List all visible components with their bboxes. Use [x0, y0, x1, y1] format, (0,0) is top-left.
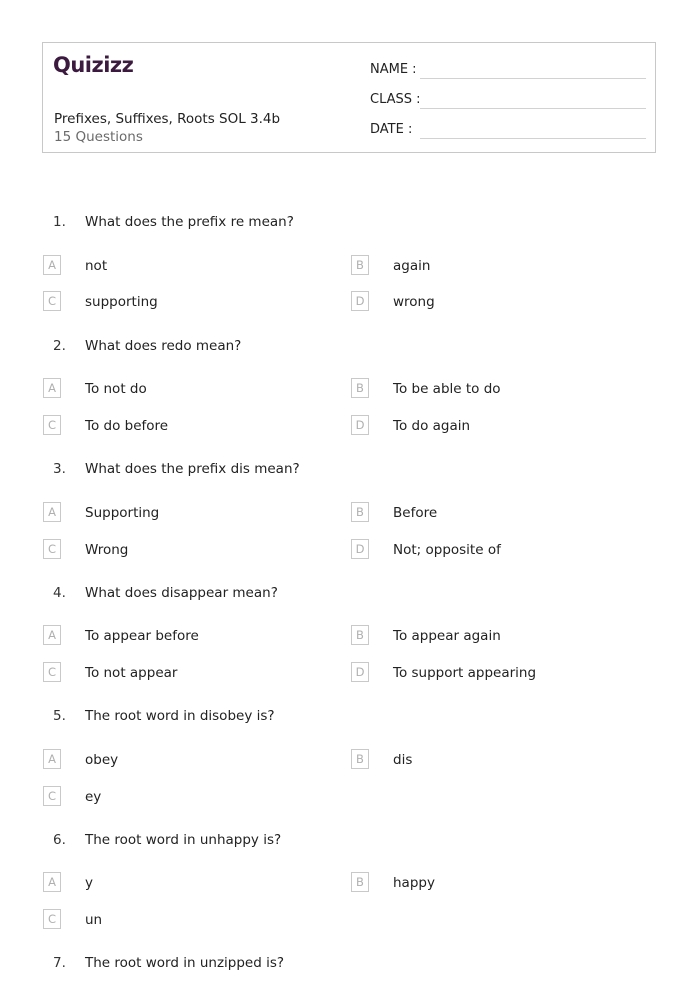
option-text: Wrong [85, 542, 129, 558]
option-text: To support appearing [393, 665, 537, 681]
q4-option-c[interactable] [43, 665, 343, 687]
class-field[interactable] [370, 89, 646, 109]
date-line[interactable] [420, 138, 646, 139]
worksheet-title: Prefixes, Suffixes, Roots SOL 3.4b [54, 111, 281, 127]
date-label: DATE : [370, 122, 413, 137]
q1-option-c[interactable] [43, 294, 343, 316]
name-field[interactable] [370, 59, 646, 79]
option-letter: C [43, 909, 61, 929]
q2-option-a[interactable] [43, 381, 343, 403]
q3-option-a[interactable] [43, 505, 343, 527]
option-text: supporting [85, 294, 158, 310]
q1-option-b[interactable] [351, 258, 651, 280]
question-6 [0, 832, 700, 854]
option-text: y [85, 875, 93, 891]
option-text: To not do [85, 381, 147, 397]
question-number: 7. [53, 955, 66, 971]
option-letter: A [43, 255, 61, 275]
q3-option-c[interactable] [43, 542, 343, 564]
q1-option-d[interactable] [351, 294, 651, 316]
option-letter: D [351, 539, 369, 559]
question-4 [0, 585, 700, 607]
option-letter: B [351, 378, 369, 398]
question-number: 4. [53, 585, 66, 601]
q4-option-a[interactable] [43, 628, 343, 650]
option-text: Before [393, 505, 438, 521]
question-text: What does disappear mean? [85, 585, 278, 601]
option-text: obey [85, 752, 119, 768]
option-text: ey [85, 789, 102, 805]
q4-option-b[interactable] [351, 628, 651, 650]
option-letter: A [43, 378, 61, 398]
option-text: To be able to do [393, 381, 501, 397]
question-number: 2. [53, 338, 66, 354]
date-field[interactable] [370, 119, 646, 139]
option-text: dis [393, 752, 413, 768]
option-text: To appear before [85, 628, 199, 644]
question-1 [0, 214, 700, 236]
q1-option-a[interactable] [43, 258, 343, 280]
question-7 [0, 955, 700, 977]
question-text: What does the prefix dis mean? [85, 461, 300, 477]
option-letter: B [351, 749, 369, 769]
question-number: 5. [53, 708, 66, 724]
option-letter: A [43, 872, 61, 892]
option-text: wrong [393, 294, 435, 310]
q3-option-b[interactable] [351, 505, 651, 527]
option-text: again [393, 258, 431, 274]
q5-option-b[interactable] [351, 752, 651, 774]
option-text: To do again [393, 418, 471, 434]
question-number: 6. [53, 832, 66, 848]
option-text: happy [393, 875, 435, 891]
q6-option-b[interactable] [351, 875, 651, 897]
q5-option-c[interactable] [43, 789, 343, 811]
question-count: 15 Questions [54, 129, 143, 145]
question-number: 1. [53, 214, 66, 230]
q2-option-c[interactable] [43, 418, 343, 440]
q6-option-c[interactable] [43, 912, 343, 934]
option-letter: A [43, 502, 61, 522]
option-text: un [85, 912, 103, 928]
option-text: Supporting [85, 505, 160, 521]
option-letter: C [43, 415, 61, 435]
question-5 [0, 708, 700, 730]
option-letter: C [43, 539, 61, 559]
q6-option-a[interactable] [43, 875, 343, 897]
name-line[interactable] [420, 78, 646, 79]
option-letter: B [351, 502, 369, 522]
worksheet-header [42, 42, 656, 153]
q4-option-d[interactable] [351, 665, 651, 687]
q3-option-d[interactable] [351, 542, 651, 564]
question-number: 3. [53, 461, 66, 477]
q5-option-a[interactable] [43, 752, 343, 774]
option-letter: C [43, 786, 61, 806]
option-letter: C [43, 291, 61, 311]
option-text: not [85, 258, 108, 274]
q2-option-b[interactable] [351, 381, 651, 403]
name-label: NAME : [370, 62, 417, 77]
question-text: What does redo mean? [85, 338, 242, 354]
question-text: The root word in disobey is? [85, 708, 275, 724]
question-3 [0, 461, 700, 483]
option-text: To do before [85, 418, 169, 434]
option-letter: B [351, 625, 369, 645]
option-letter: D [351, 415, 369, 435]
option-text: To appear again [393, 628, 501, 644]
option-text: Not; opposite of [393, 542, 501, 558]
option-letter: D [351, 662, 369, 682]
option-letter: A [43, 749, 61, 769]
option-letter: A [43, 625, 61, 645]
question-text: The root word in unzipped is? [85, 955, 285, 971]
option-letter: B [351, 255, 369, 275]
q2-option-d[interactable] [351, 418, 651, 440]
option-letter: B [351, 872, 369, 892]
question-text: The root word in unhappy is? [85, 832, 282, 848]
question-2 [0, 338, 700, 360]
class-line[interactable] [420, 108, 646, 109]
class-label: CLASS : [370, 92, 421, 107]
question-text: What does the prefix re mean? [85, 214, 294, 230]
option-text: To not appear [85, 665, 178, 681]
option-letter: D [351, 291, 369, 311]
quizizz-logo: Quizizz [53, 53, 134, 77]
option-letter: C [43, 662, 61, 682]
